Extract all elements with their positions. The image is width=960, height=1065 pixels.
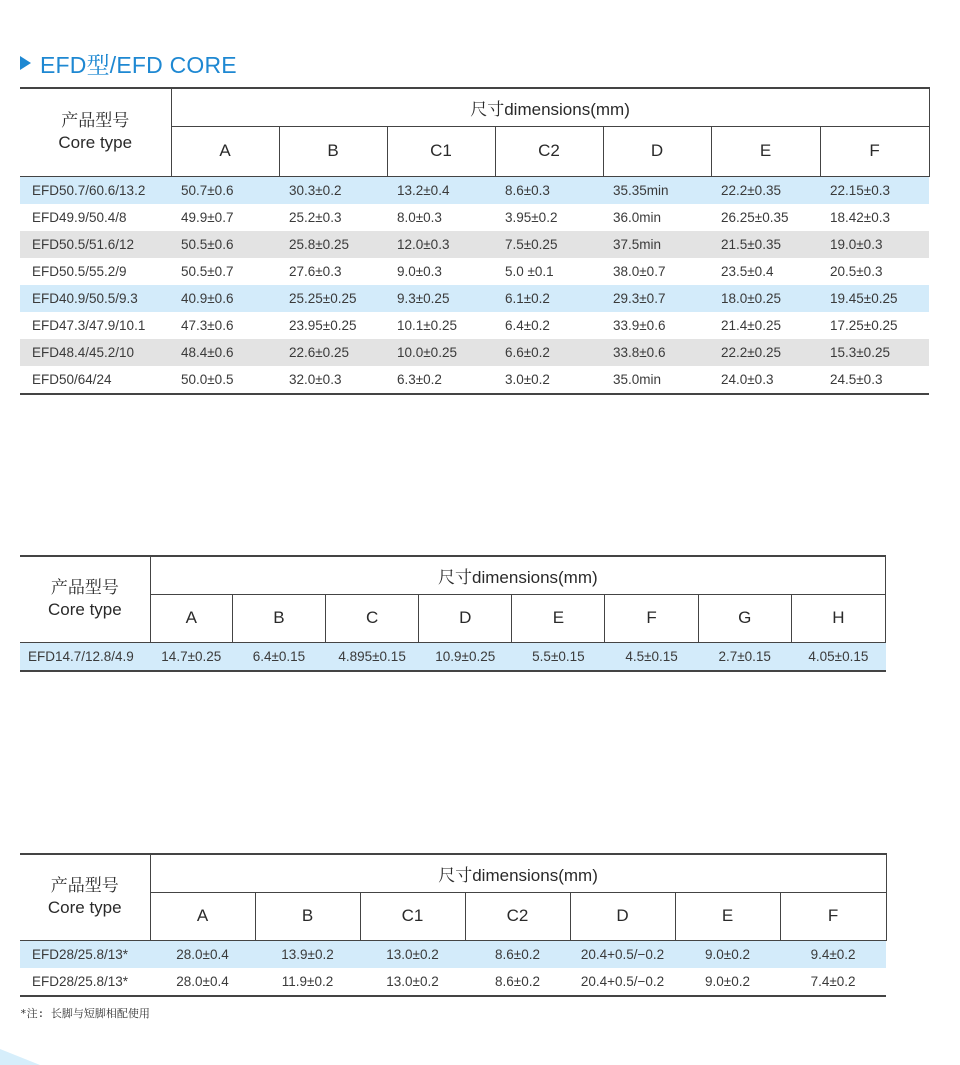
value-cell: 40.9±0.6 [171, 285, 279, 312]
value-cell: 10.1±0.25 [397, 317, 457, 333]
value-cell: 26.25±0.35 [721, 209, 789, 225]
table-row [20, 176, 929, 204]
core-type-cn: 产品型号 [50, 578, 119, 598]
column-header-c1: C1 [387, 126, 495, 176]
value-cell: 50.5±0.6 [171, 231, 279, 258]
table-row [20, 285, 929, 312]
value-cell: 33.8±0.6 [603, 339, 711, 366]
column-header-c: C [326, 594, 419, 642]
value-cell: 13.2±0.4 [387, 176, 495, 204]
table-row [20, 231, 929, 258]
footnote: *注: 长脚与短脚相配使用 [20, 1007, 150, 1020]
core-type-header [20, 854, 150, 940]
value-cell: 25.25±0.25 [279, 285, 387, 312]
value-cell: 24.5±0.3 [820, 366, 929, 394]
dimensions-header: 尺寸dimensions(mm) [171, 88, 929, 126]
value-cell: 14.7±0.25 [150, 642, 232, 671]
value-cell: 13.0±0.2 [360, 940, 465, 968]
section-title-text: EFD型/EFD CORE [40, 51, 237, 78]
table-row [20, 204, 929, 231]
value-cell: 3.0±0.2 [495, 366, 603, 394]
value-cell: 35.35min [603, 176, 711, 204]
value-cell: 19.0±0.3 [820, 231, 929, 258]
column-header-e: E [675, 892, 780, 940]
value-cell: 15.3±0.25 [820, 339, 929, 366]
dimensions-header: 尺寸dimensions(mm) [150, 556, 885, 594]
value-cell: 38.0±0.7 [613, 263, 666, 279]
value-cell: 7.4±0.2 [780, 968, 886, 996]
value-cell: 50.7±0.6 [171, 176, 279, 204]
value-cell: 29.3±0.7 [603, 285, 711, 312]
value-cell: 25.2±0.3 [289, 209, 342, 225]
value-cell: 22.2±0.25 [711, 339, 820, 366]
core-type-cell: EFD50.7/60.6/13.2 [20, 176, 171, 204]
table-row [20, 940, 886, 968]
value-cell: 9.4±0.2 [780, 940, 886, 968]
corner-decoration [0, 1049, 40, 1065]
column-header-e: E [512, 594, 605, 642]
column-header-b: B [255, 892, 360, 940]
value-cell: 3.95±0.2 [505, 209, 558, 225]
value-cell: 27.6±0.3 [289, 263, 342, 279]
value-cell: 8.6±0.2 [465, 940, 570, 968]
column-header-h: H [791, 594, 885, 642]
value-cell: 4.05±0.15 [791, 642, 885, 671]
column-header-a: A [171, 126, 279, 176]
column-header-b: B [279, 126, 387, 176]
column-header-d: D [419, 594, 512, 642]
table-row [20, 312, 929, 339]
core-type-header [20, 88, 171, 176]
value-cell: 32.0±0.3 [279, 366, 387, 394]
value-cell: 6.3±0.2 [387, 366, 495, 394]
column-header-g: G [698, 594, 791, 642]
value-cell: 18.42±0.3 [830, 209, 890, 225]
value-cell: 13.9±0.2 [255, 940, 360, 968]
value-cell: 49.9±0.7 [181, 209, 234, 225]
value-cell: 28.0±0.4 [150, 940, 255, 968]
efd-dimension-table-2 [20, 555, 886, 672]
column-header-b: B [232, 594, 325, 642]
value-cell: 11.9±0.2 [255, 968, 360, 996]
core-type-en: Core type [47, 898, 122, 918]
core-type-header [20, 556, 150, 642]
column-header-e: E [711, 126, 820, 176]
column-header-d: D [603, 126, 711, 176]
value-cell: 23.5±0.4 [721, 263, 774, 279]
core-type-en: Core type [48, 600, 122, 620]
table-row [20, 339, 929, 366]
value-cell: 20.4+0.5/−0.2 [570, 968, 675, 996]
value-cell: 10.0±0.25 [387, 339, 495, 366]
core-type-en: Core type [58, 133, 133, 153]
core-type-cell: EFD49.9/50.4/8 [32, 209, 127, 225]
core-type-cell: EFD14.7/12.8/4.9 [20, 642, 150, 671]
value-cell: 9.0±0.3 [397, 263, 442, 279]
triangle-bullet-icon [20, 56, 31, 70]
value-cell: 6.4±0.2 [505, 317, 550, 333]
value-cell: 48.4±0.6 [171, 339, 279, 366]
value-cell: 10.9±0.25 [419, 642, 512, 671]
core-type-cell: EFD50/64/24 [20, 366, 171, 394]
value-cell: 5.0 ±0.1 [505, 263, 554, 279]
column-header-f: F [780, 892, 886, 940]
column-header-c2: C2 [465, 892, 570, 940]
value-cell: 22.6±0.25 [279, 339, 387, 366]
value-cell: 9.0±0.2 [675, 968, 780, 996]
core-type-cell: EFD48.4/45.2/10 [20, 339, 171, 366]
value-cell: 21.5±0.35 [711, 231, 820, 258]
section-title [20, 48, 237, 78]
value-cell: 6.1±0.2 [495, 285, 603, 312]
value-cell: 24.0±0.3 [711, 366, 820, 394]
efd-dimension-table-3 [20, 853, 887, 997]
value-cell: 12.0±0.3 [387, 231, 495, 258]
column-header-f: F [605, 594, 698, 642]
core-type-cell: EFD47.3/47.9/10.1 [32, 317, 146, 333]
core-type-cell: EFD40.9/50.5/9.3 [20, 285, 171, 312]
table-row [20, 968, 886, 996]
core-type-cell: EFD28/25.8/13* [20, 940, 150, 968]
value-cell: 20.4+0.5/−0.2 [570, 940, 675, 968]
value-cell: 8.6±0.3 [495, 176, 603, 204]
value-cell: 6.6±0.2 [495, 339, 603, 366]
column-header-d: D [570, 892, 675, 940]
value-cell: 9.0±0.2 [675, 940, 780, 968]
efd-dimension-table-1 [20, 87, 930, 395]
value-cell: 50.5±0.7 [181, 263, 234, 279]
value-cell: 7.5±0.25 [495, 231, 603, 258]
value-cell: 9.3±0.25 [387, 285, 495, 312]
table-row [20, 366, 929, 394]
column-header-c1: C1 [360, 892, 465, 940]
value-cell: 23.95±0.25 [289, 317, 357, 333]
value-cell: 47.3±0.6 [181, 317, 234, 333]
table-row [20, 642, 886, 671]
value-cell: 37.5min [603, 231, 711, 258]
column-header-f: F [820, 126, 929, 176]
value-cell: 20.5±0.3 [830, 263, 883, 279]
value-cell: 25.8±0.25 [279, 231, 387, 258]
value-cell: 36.0min [613, 209, 662, 225]
table-row [20, 258, 929, 285]
value-cell: 35.0min [603, 366, 711, 394]
value-cell: 8.6±0.2 [465, 968, 570, 996]
core-type-cn: 产品型号 [50, 876, 119, 896]
value-cell: 50.0±0.5 [171, 366, 279, 394]
value-cell: 2.7±0.15 [698, 642, 791, 671]
value-cell: 22.2±0.35 [711, 176, 820, 204]
column-header-a: A [150, 594, 232, 642]
core-type-cell: EFD50.5/51.6/12 [20, 231, 171, 258]
value-cell: 33.9±0.6 [613, 317, 666, 333]
value-cell: 4.5±0.15 [605, 642, 698, 671]
column-header-c2: C2 [495, 126, 603, 176]
dimensions-header: 尺寸dimensions(mm) [150, 854, 886, 892]
core-type-cn: 产品型号 [61, 111, 130, 131]
core-type-cell: EFD28/25.8/13* [20, 968, 150, 996]
core-type-cell: EFD50.5/55.2/9 [32, 263, 127, 279]
value-cell: 4.895±0.15 [326, 642, 419, 671]
value-cell: 28.0±0.4 [150, 968, 255, 996]
value-cell: 5.5±0.15 [512, 642, 605, 671]
value-cell: 22.15±0.3 [820, 176, 929, 204]
value-cell: 8.0±0.3 [397, 209, 442, 225]
value-cell: 17.25±0.25 [830, 317, 898, 333]
value-cell: 18.0±0.25 [711, 285, 820, 312]
value-cell: 21.4±0.25 [721, 317, 781, 333]
value-cell: 6.4±0.15 [232, 642, 325, 671]
value-cell: 30.3±0.2 [279, 176, 387, 204]
value-cell: 13.0±0.2 [360, 968, 465, 996]
column-header-a: A [150, 892, 255, 940]
value-cell: 19.45±0.25 [820, 285, 929, 312]
